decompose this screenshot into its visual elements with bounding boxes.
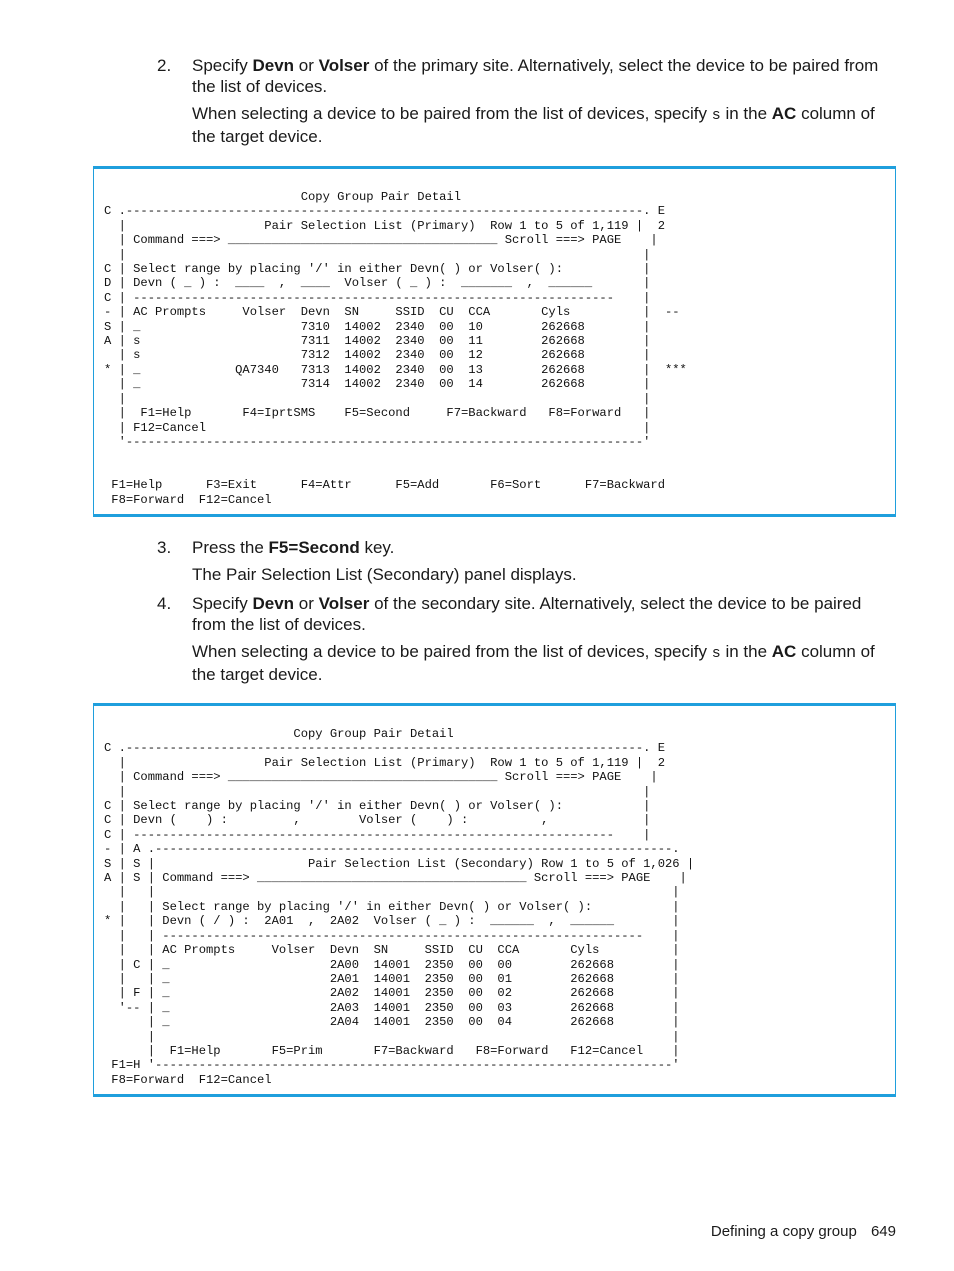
terminal-line: S | S | Pair Selection List (Secondary) Row 1 to 5 of 1,026 | — [104, 856, 695, 871]
step-text: Specify Devn or Volser of the primary site. Alternatively, select the device to be paired from the list of devices. When selecting a device to be paired from the list of devices, specify s in the AC column of the target device. — [192, 55, 897, 147]
terminal-line: Copy Group Pair Detail — [104, 727, 454, 741]
step-number: 4. — [157, 594, 172, 613]
terminal-line: F8=Forward F12=Cancel — [104, 492, 272, 507]
terminal-line: | Pair Selection List (Primary) Row 1 to 5 of 1,119 | 2 — [104, 218, 665, 233]
terminal-line: | | — [104, 784, 651, 799]
terminal-line — [104, 449, 687, 463]
panel-right-border — [895, 706, 896, 1094]
footer-section-title: Defining a copy group — [710, 1223, 857, 1240]
terminal-line: | C | _ 2A00 14001 2350 00 00 262668 | — [104, 957, 680, 972]
terminal-line: S | _ 7310 14002 2340 00 10 262668 | — [104, 319, 651, 334]
terminal-line: C | ------------------------------------------------------------------ | — [104, 827, 651, 842]
terminal-line: | Command ===> _____________________________________ Scroll ===> PAGE | — [104, 233, 658, 248]
terminal-line: | _ 7314 14002 2340 00 14 262668 | — [104, 377, 651, 392]
page-number: 649 — [870, 1223, 896, 1240]
terminal-line: * | _ QA7340 7313 14002 2340 00 13 262668 | *** — [104, 362, 687, 377]
panel-left-border — [93, 706, 94, 1094]
terminal-line: C | Devn ( ) : , Volser ( ) : , | — [104, 813, 651, 828]
terminal-line: | Pair Selection List (Primary) Row 1 to 5 of 1,119 | 2 — [104, 755, 665, 770]
terminal-line: F8=Forward F12=Cancel — [104, 1072, 272, 1087]
terminal-line: * | | Devn ( / ) : 2A01 , 2A02 Volser ( _ ) : ______ , ______ | — [104, 914, 680, 929]
terminal-line: C | Select range by placing '/' in either Devn( ) or Volser( ): | — [104, 799, 651, 814]
terminal-line: | F1=Help F4=IprtSMS F5=Second F7=Backward F8=Forward | — [104, 406, 651, 421]
terminal-line: C | ------------------------------------------------------------------ | — [104, 290, 651, 305]
terminal-line: | F1=Help F5=Prim F7=Backward F8=Forward F12=Cancel | — [104, 1043, 680, 1058]
terminal-line — [104, 464, 687, 478]
terminal-screen-primary — [104, 190, 687, 507]
terminal-line: | | Select range by placing '/' in either Devn( ) or Volser( ): | — [104, 899, 680, 914]
terminal-screen-secondary — [104, 727, 694, 1087]
terminal-line: | s 7312 14002 2340 00 12 262668 | — [104, 348, 651, 363]
terminal-line: - | A .-----------------------------------------------------------------------. — [104, 842, 680, 857]
step-text: Specify Devn or Volser of the secondary site. Alternatively, select the device to be paired from the list of devices. When selecting a device to be paired from the list of devices, specify s in the AC column of the target device. — [192, 593, 897, 685]
terminal-line: | _ 2A04 14001 2350 00 04 262668 | — [104, 1015, 680, 1030]
terminal-line: - | AC Prompts Volser Devn SN SSID CU CCA Cyls | -- — [104, 305, 680, 320]
step-text: Press the F5=Second key. The Pair Selection List (Secondary) panel displays. — [192, 537, 897, 585]
terminal-line: | | AC Prompts Volser Devn SN SSID CU CCA Cyls | — [104, 943, 680, 958]
terminal-line: Copy Group Pair Detail — [104, 190, 461, 204]
terminal-line: C .-----------------------------------------------------------------------. E — [104, 204, 665, 219]
terminal-line: '-----------------------------------------------------------------------' — [104, 434, 651, 449]
step-note: When selecting a device to be paired from the list of devices, specify s in the AC column of the target device. — [192, 642, 875, 684]
terminal-line: | Command ===> _____________________________________ Scroll ===> PAGE | — [104, 770, 658, 785]
terminal-panel-secondary — [93, 703, 896, 1097]
step-number: 3. — [157, 538, 172, 557]
terminal-line: F1=H '-----------------------------------------------------------------------' — [104, 1058, 680, 1073]
terminal-line: | | — [104, 247, 651, 262]
panel-right-border — [895, 169, 896, 514]
step-note: The Pair Selection List (Secondary) panel displays. — [192, 565, 577, 584]
panel-left-border — [93, 169, 94, 514]
step-number: 2. — [157, 56, 172, 75]
terminal-line: '-- | _ 2A03 14001 2350 00 03 262668 | — [104, 1000, 680, 1015]
terminal-panel-primary — [93, 166, 896, 517]
terminal-line: C | Select range by placing '/' in either Devn( ) or Volser( ): | — [104, 262, 651, 277]
terminal-line: C .-----------------------------------------------------------------------. E — [104, 741, 665, 756]
page-footer — [701, 1223, 896, 1240]
terminal-line: | F12=Cancel | — [104, 420, 651, 435]
terminal-line: D | Devn ( _ ) : ____ , ____ Volser ( _ ) : _______ , ______ | — [104, 276, 651, 291]
terminal-line: | | _ 2A01 14001 2350 00 01 262668 | — [104, 971, 680, 986]
terminal-line: A | S | Command ===> _____________________________________ Scroll ===> PAGE | — [104, 871, 687, 886]
terminal-line: | | | — [104, 885, 680, 900]
terminal-line: | F | _ 2A02 14001 2350 00 02 262668 | — [104, 986, 680, 1001]
terminal-line: | | — [104, 391, 651, 406]
terminal-line: F1=Help F3=Exit F4=Attr F5=Add F6=Sort F7=Backward — [104, 478, 665, 493]
terminal-line: | | ------------------------------------------------------------------ | — [104, 928, 680, 943]
terminal-line: | | — [104, 1029, 680, 1044]
step-note: When selecting a device to be paired from the list of devices, specify s in the AC column of the target device. — [192, 104, 875, 146]
terminal-line: A | s 7311 14002 2340 00 11 262668 | — [104, 334, 651, 349]
